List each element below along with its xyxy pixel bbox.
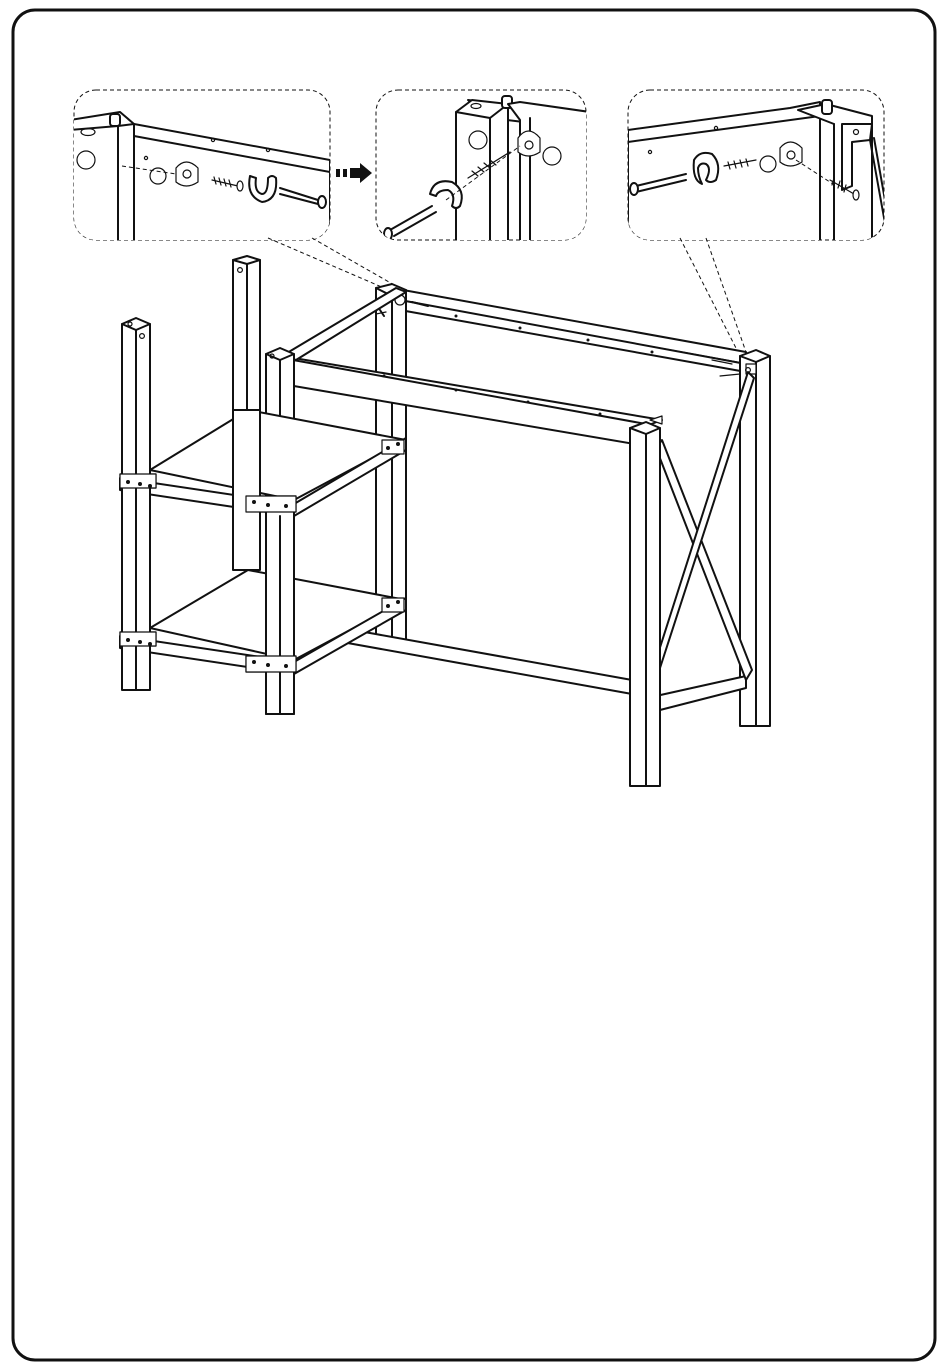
- desk-front-right-leg: [630, 422, 660, 786]
- shelf-back-leg: [233, 256, 260, 410]
- shelf-front-leg: [120, 318, 156, 690]
- shelf-back-leg-lower: [233, 410, 260, 570]
